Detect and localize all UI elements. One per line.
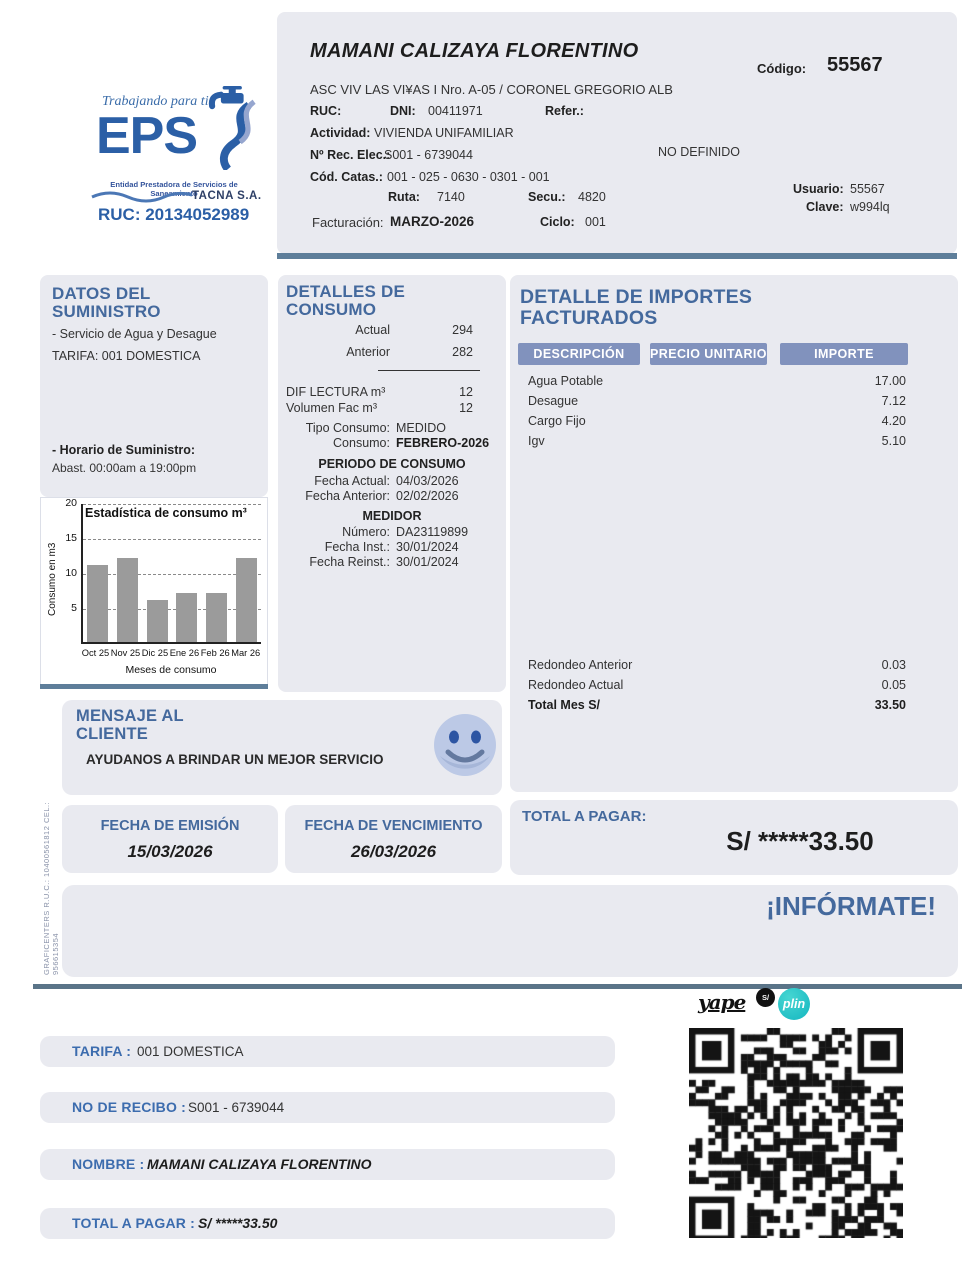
detalles-consumo-panel [278, 275, 506, 692]
anterior-value: 282 [452, 345, 473, 359]
rec-elec-label: Nº Rec. Elec.: [310, 148, 391, 162]
servicio-line: - Servicio de Agua y Desague [52, 327, 217, 341]
fecha-vencimiento-value: 26/03/2026 [350, 842, 437, 861]
informate-title: ¡INFÓRMATE! [766, 891, 936, 921]
total-mes-label: Total Mes S/ [528, 698, 601, 712]
dni-value: 00411971 [428, 104, 483, 118]
chart-y-axis-label: Consumo en m3 [47, 542, 58, 616]
fecha-actual-value: 04/03/2026 [396, 474, 459, 488]
fecha-emision-label: FECHA DE EMISIÓN [100, 818, 240, 834]
horario-label: - Horario de Suministro: [52, 443, 196, 457]
anterior-label: Anterior [346, 345, 390, 359]
detalles-consumo-title: DETALLES DE CONSUMO [286, 282, 406, 320]
yape-bubble-icon: S/ [756, 988, 775, 1007]
fecha-emision-panel [62, 805, 278, 873]
header-panel [277, 12, 957, 254]
total-a-pagar-label: TOTAL A PAGAR: [522, 808, 647, 825]
y-tick-label: 10 [65, 567, 77, 579]
col-header-importe: IMPORTE [780, 343, 908, 365]
total-row-value: S/ *****33.50 [198, 1215, 278, 1231]
mensaje-panel [62, 700, 502, 795]
bar-oct-25 [87, 565, 108, 642]
fecha-vencimiento-label: FECHA DE VENCIMIENTO [304, 818, 483, 834]
catas-label: Cód. Catas.: [310, 170, 383, 184]
clave-label: Clave: [806, 200, 844, 214]
consumo-mes-value: FEBRERO-2026 [396, 436, 490, 450]
redondeo-actual-value: 0.05 [881, 678, 906, 692]
actual-label: Actual [355, 323, 390, 337]
importes-rows [528, 374, 906, 454]
plin-logo: plin [778, 988, 810, 1020]
nombre-row-label: NOMBRE : [72, 1156, 145, 1172]
consumption-chart [40, 497, 268, 685]
print-shop-credit: GRAFICENTERS R.U.C.: 10400561812 CEL.: 956615354 [42, 801, 60, 975]
fecha-actual-label: Fecha Actual: [314, 474, 390, 488]
recibo-row [40, 1092, 615, 1123]
tipo-consumo-value: MEDIDO [396, 421, 446, 435]
payment-logos [698, 988, 818, 1022]
header-divider-bar [277, 253, 957, 259]
facturacion-value: MARZO-2026 [390, 214, 475, 229]
actividad-label: Actividad: [310, 126, 371, 140]
chart-x-labels [81, 648, 261, 658]
actual-value: 294 [452, 323, 473, 337]
usuario-value: 55567 [850, 182, 885, 196]
x-tick-label: Ene 26 [169, 648, 200, 658]
logo-acronym: EPS [96, 107, 198, 165]
dif-lectura-value: 12 [459, 385, 473, 399]
facturacion-label: Facturación: [312, 215, 384, 230]
total-mes-value: 33.50 [874, 698, 906, 712]
horario-value: Abast. 00:00am a 19:00pm [52, 461, 197, 475]
importes-row-descripcion: Igv [528, 434, 545, 448]
nombre-row-value: MAMANI CALIZAYA FLORENTINO [147, 1156, 372, 1172]
medidor-title: MEDIDOR [362, 509, 422, 523]
periodo-consumo-title: PERIODO DE CONSUMO [318, 457, 466, 471]
fecha-inst-label: Fecha Inst.: [324, 540, 390, 554]
fecha-emision-value: 15/03/2026 [127, 842, 213, 861]
importes-row-descripcion: Cargo Fijo [528, 414, 586, 428]
ruta-label: Ruta: [388, 190, 420, 204]
x-tick-label: Mar 26 [231, 648, 261, 658]
secu-label: Secu.: [528, 190, 566, 204]
medidor-numero-value: DA23119899 [396, 525, 469, 539]
company-logo [88, 92, 268, 227]
mensaje-body: AYUDANOS A BRINDAR UN MEJOR SERVICIO [86, 752, 384, 767]
recibo-row-label: NO DE RECIBO : [72, 1099, 187, 1115]
ciclo-value: 001 [585, 215, 606, 229]
importes-row-descripcion: Desague [528, 394, 579, 408]
usuario-label: Usuario: [793, 182, 844, 196]
importes-row [528, 434, 906, 454]
dni-label: DNI: [390, 104, 416, 118]
yape-logo: yape [698, 990, 746, 1014]
nombre-row [40, 1149, 615, 1180]
smiley-icon [432, 712, 498, 778]
bar-mar-26 [236, 558, 257, 642]
importes-row-importe: 7.12 [881, 394, 906, 408]
informate-panel [62, 885, 958, 977]
fecha-vencimiento-panel [285, 805, 502, 873]
ruc-label: RUC: [310, 104, 342, 118]
logo-company-name: TACNA S.A. [192, 190, 262, 202]
volumen-value: 12 [459, 401, 473, 415]
fecha-anterior-label: Fecha Anterior: [305, 489, 390, 503]
catas-value: 001 - 025 - 0630 - 0301 - 001 [387, 170, 550, 184]
chart-title: Estadística de consumo m³ [85, 506, 247, 520]
codigo-label: Código: [757, 61, 807, 76]
fecha-reinst-label: Fecha Reinst.: [309, 555, 390, 569]
y-tick-label: 20 [65, 497, 77, 509]
clave-value: w994lq [850, 200, 890, 214]
total-a-pagar-value: S/ *****33.50 [726, 826, 874, 856]
no-definido: NO DEFINIDO [658, 145, 740, 159]
actividad-value: VIVIENDA UNIFAMILIAR [374, 126, 514, 140]
section-divider-bar [33, 984, 962, 989]
bar-dic-25 [147, 600, 168, 642]
total-a-pagar-panel [510, 800, 958, 875]
bar-ene-26 [176, 593, 197, 642]
importes-row-descripcion: Agua Potable [528, 374, 604, 388]
bar-group [83, 504, 261, 642]
logo-ruc: RUC: 20134052989 [98, 205, 250, 224]
fecha-reinst-value: 30/01/2024 [396, 555, 459, 569]
reading-separator [378, 370, 480, 371]
x-tick-label: Dic 25 [141, 648, 169, 658]
fecha-anterior-value: 02/02/2026 [396, 489, 459, 503]
importes-row-importe: 17.00 [874, 374, 906, 388]
y-tick-label: 15 [65, 532, 77, 544]
x-tick-label: Nov 25 [110, 648, 141, 658]
datos-suministro-title: DATOS DEL SUMINISTRO [52, 284, 161, 322]
qr-code [689, 1028, 903, 1238]
y-tick-label: 5 [71, 602, 77, 614]
datos-suministro-panel [40, 275, 268, 497]
fecha-inst-value: 30/01/2024 [396, 540, 459, 554]
chart-y-ticks [55, 497, 79, 644]
redondeo-actual-label: Redondeo Actual [528, 678, 624, 692]
importes-row-importe: 4.20 [881, 414, 906, 428]
redondeo-anterior-value: 0.03 [881, 658, 906, 672]
redondeo-anterior-label: Redondeo Anterior [528, 658, 633, 672]
importes-row [528, 394, 906, 414]
codigo-value: 55567 [827, 54, 883, 76]
medidor-numero-label: Número: [342, 525, 390, 539]
chart-plot-area [81, 504, 261, 644]
x-tick-label: Oct 25 [81, 648, 110, 658]
tarifa-row-label: TARIFA : [72, 1043, 132, 1059]
ruta-value: 7140 [437, 190, 465, 204]
tipo-consumo-label: Tipo Consumo: [305, 421, 390, 435]
importes-row [528, 414, 906, 434]
volumen-label: Volumen Fac m³ [286, 401, 378, 415]
chart-x-axis-label: Meses de consumo [125, 664, 217, 676]
importes-row-importe: 5.10 [881, 434, 906, 448]
secu-value: 4820 [578, 190, 606, 204]
total-row [40, 1208, 615, 1239]
tarifa-row [40, 1036, 615, 1067]
total-row-label: TOTAL A PAGAR : [72, 1215, 196, 1231]
importes-title: DETALLE DE IMPORTES FACTURADOS [520, 286, 753, 330]
logo-subtitle: Entidad Prestadora de Servicios de Saneamiento [110, 180, 238, 198]
tarifa-row-value: 001 DOMESTICA [137, 1044, 244, 1059]
refer-label: Refer.: [545, 104, 584, 118]
customer-name: MAMANI CALIZAYA FLORENTINO [310, 40, 639, 62]
consumo-mes-label: Consumo: [333, 436, 390, 450]
tarifa-line: TARIFA: 001 DOMESTICA [52, 349, 201, 363]
chart-divider-bar [40, 684, 268, 689]
bar-feb-26 [206, 593, 227, 642]
rec-elec-value: S001 - 6739044 [384, 148, 473, 162]
x-tick-label: Feb 26 [200, 648, 230, 658]
recibo-row-value: S001 - 6739044 [188, 1100, 285, 1115]
logo-tagline: Trabajando para ti [102, 94, 209, 109]
mensaje-title: MENSAJE AL CLIENTE [76, 707, 184, 743]
logo-wave-icon [90, 191, 194, 203]
col-header-descripcion: DESCRIPCIÓN [518, 343, 640, 365]
ciclo-label: Ciclo: [540, 215, 575, 229]
bar-nov-25 [117, 558, 138, 642]
importes-panel [510, 275, 958, 792]
dif-lectura-label: DIF LECTURA m³ [286, 385, 386, 399]
col-header-precio-unitario: PRECIO UNITARIO [650, 343, 767, 365]
importes-row [528, 374, 906, 394]
customer-address: ASC VIV LAS VI¥AS I Nro. A-05 / CORONEL GREGORIO ALB [310, 82, 673, 97]
faucet-river-icon [196, 86, 258, 170]
